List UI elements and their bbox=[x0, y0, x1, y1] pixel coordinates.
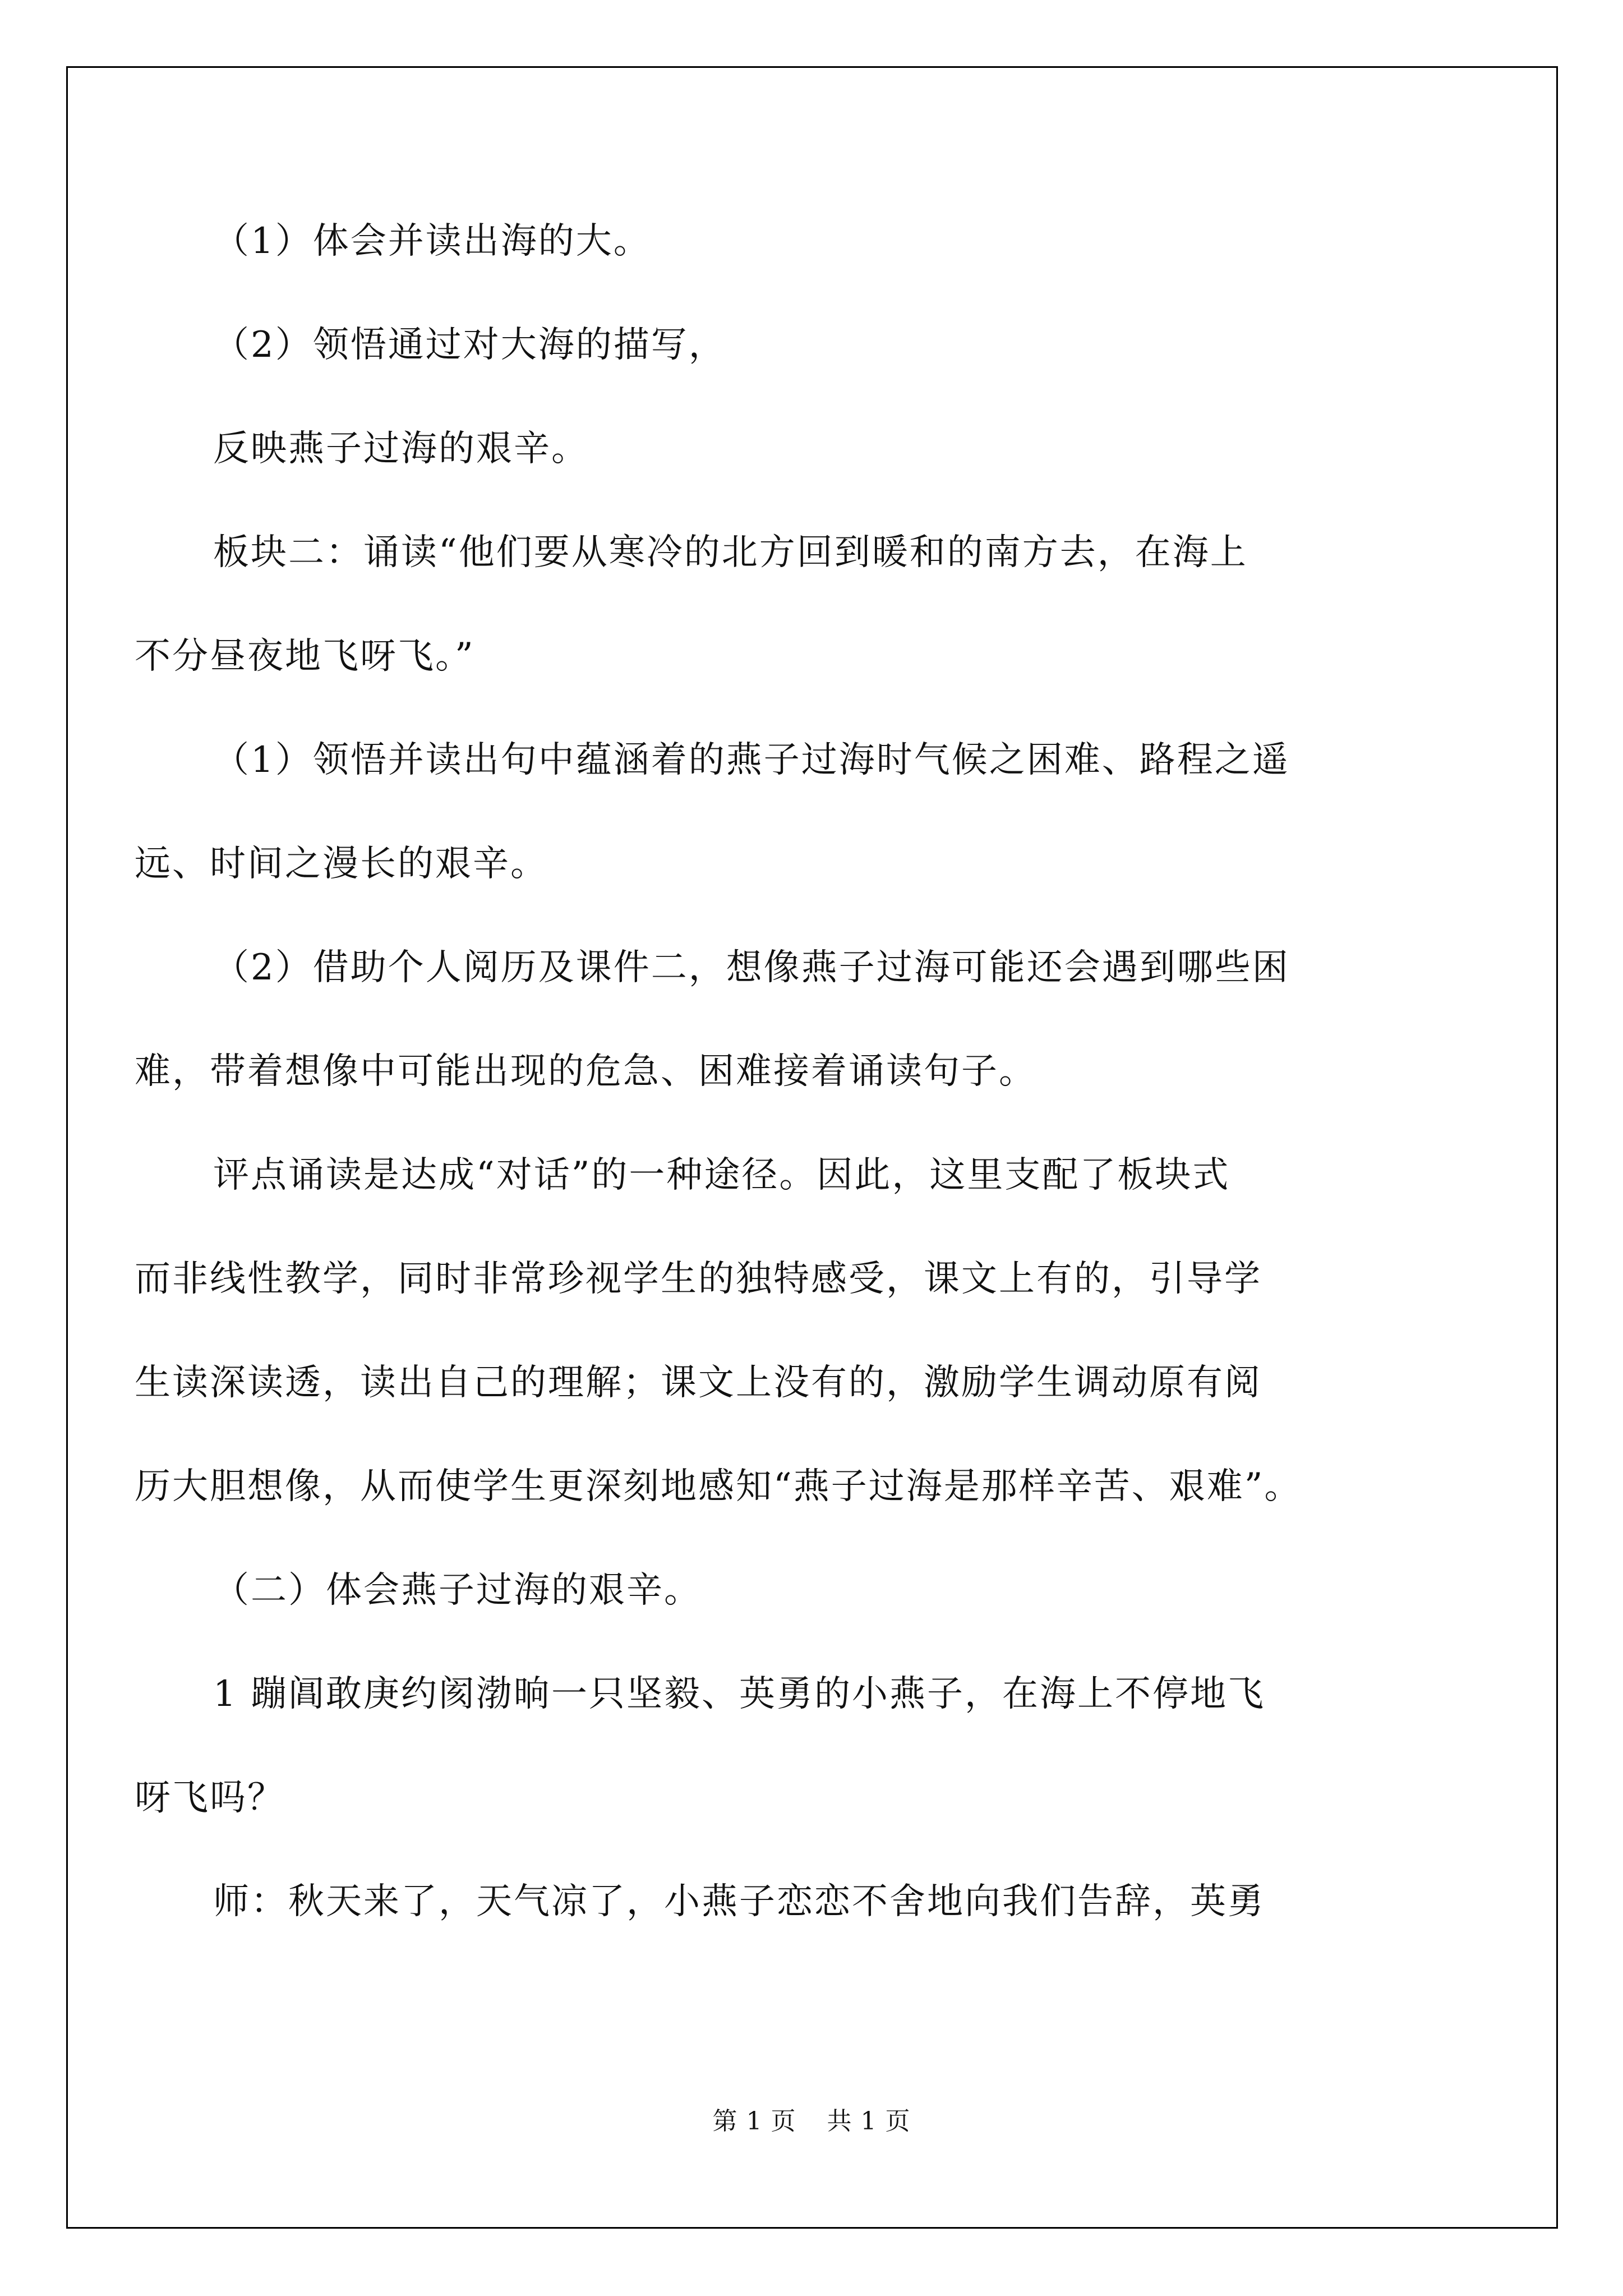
paragraph-line: （1）体会并读出海的大。 bbox=[213, 220, 651, 262]
paragraph-line: 呀飞吗？ bbox=[135, 1777, 285, 1819]
paragraph-line: 不分昼夜地飞呀飞。” bbox=[135, 636, 475, 677]
paragraph-line: 反映燕子过海的艰辛。 bbox=[213, 428, 589, 470]
page-total: 共 1 页 bbox=[827, 2107, 911, 2136]
paragraph-line: 生读深读透，读出自己的理解；课文上没有的，激励学生调动原有阅 bbox=[135, 1362, 1262, 1404]
paragraph-line: 评点诵读是达成“对话”的一种途径。因此，这里支配了板块式 bbox=[213, 1154, 1230, 1196]
paragraph-line: 难，带着想像中可能出现的危急、困难接着诵读句子。 bbox=[135, 1051, 1036, 1092]
paragraph-line: 板块二：诵读“他们要从寒冷的北方回到暖和的南方去，在海上 bbox=[213, 532, 1248, 573]
page-number: 第 1 页 bbox=[712, 2107, 796, 2136]
paragraph-line: 1 蹦阊敢庚约阂渤晌一只坚毅、英勇的小燕子，在海上不停地飞 bbox=[213, 1673, 1266, 1715]
paragraph-line: 历大胆想像，从而使学生更深刻地感知“燕子过海是那样辛苦、艰难”。 bbox=[135, 1466, 1302, 1507]
page-footer bbox=[0, 2101, 1623, 2137]
paragraph-line: （1）领悟并读出句中蕴涵着的燕子过海时气候之困难、路程之遥 bbox=[213, 739, 1290, 781]
paragraph-line: （二）体会燕子过海的艰辛。 bbox=[213, 1570, 702, 1611]
paragraph-line: 而非线性教学，同时非常珍视学生的独特感受，课文上有的，引导学 bbox=[135, 1258, 1262, 1300]
paragraph-line: （2）领悟通过对大海的描写， bbox=[213, 324, 726, 366]
paragraph-line: （2）借助个人阅历及课件二，想像燕子过海可能还会遇到哪些困 bbox=[213, 947, 1290, 988]
paragraph-line: 远、时间之漫长的艰辛。 bbox=[135, 843, 548, 885]
paragraph-line: 师：秋天来了，天气凉了，小燕子恋恋不舍地向我们告辞，英勇 bbox=[213, 1881, 1265, 1922]
